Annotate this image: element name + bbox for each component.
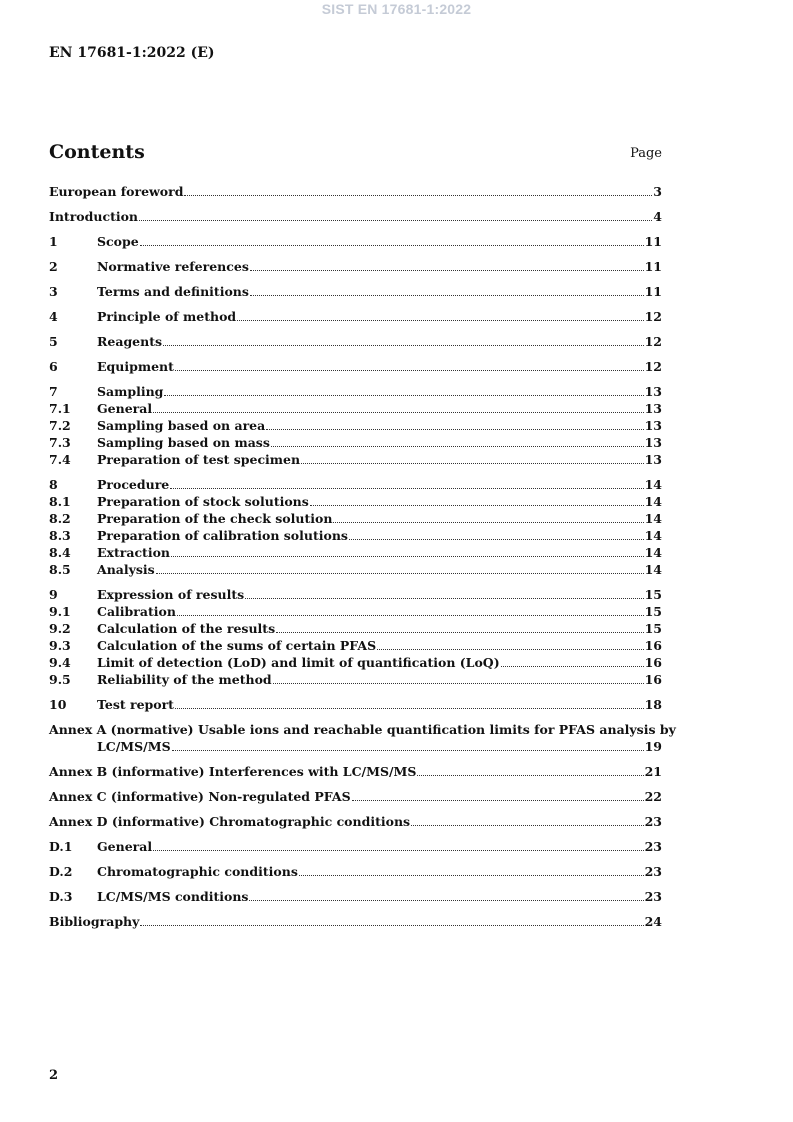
toc-entry[interactable] — [49, 620, 662, 637]
toc-entry-title: Terms and definitions — [97, 284, 249, 299]
toc-entry[interactable] — [49, 358, 662, 375]
toc-entry-page: 13 — [644, 452, 662, 467]
toc-entry-title: Test report — [97, 697, 174, 712]
toc-entry-title: Bibliography — [49, 914, 140, 929]
toc-entry-title: Extraction — [97, 545, 170, 560]
toc-entry-page: 15 — [644, 587, 662, 602]
toc-entry[interactable] — [49, 788, 662, 805]
toc-entry-page: 14 — [644, 545, 662, 560]
toc-entry-title: Preparation of test specimen — [97, 452, 301, 467]
toc-entry-number: 8 — [49, 477, 58, 492]
toc-entry-page: 13 — [644, 401, 662, 416]
toc-entry-page: 18 — [644, 697, 662, 712]
toc-entry-page: 23 — [644, 864, 662, 879]
toc-entry-title: Introduction — [49, 209, 139, 224]
toc-entry-page: 12 — [644, 309, 662, 324]
toc-entry-number: 7.3 — [49, 435, 71, 450]
toc-entry-title: Preparation of stock solutions — [97, 494, 309, 509]
toc-entry[interactable] — [49, 637, 662, 654]
toc-entry-title: General — [97, 839, 153, 854]
toc-entry-number: 9.5 — [49, 672, 71, 687]
toc-entry[interactable] — [49, 283, 662, 300]
toc-entry[interactable] — [49, 696, 662, 713]
toc-entry[interactable] — [49, 434, 662, 451]
toc-entry-title: LC/MS/MS conditions — [97, 889, 249, 904]
toc-entry[interactable] — [49, 561, 662, 578]
toc-entry-number: D.2 — [49, 864, 73, 879]
toc-entry-page: 16 — [644, 672, 662, 687]
toc-entry[interactable] — [49, 233, 662, 250]
toc-entry-annex-a-continued[interactable] — [49, 738, 662, 755]
toc-entry-title: Sampling based on mass — [97, 435, 270, 450]
toc-entry-number: D.3 — [49, 889, 73, 904]
toc-entry[interactable] — [49, 476, 662, 493]
toc-entry-page: 13 — [644, 384, 662, 399]
toc-entry-title: Normative references — [97, 259, 249, 274]
toc-entry-page: 3 — [653, 184, 662, 199]
toc-entry-title: Sampling based on area — [97, 418, 266, 433]
toc-entry[interactable] — [49, 451, 662, 468]
toc-entry-title: Calculation of the sums of certain PFAS — [97, 638, 377, 653]
toc-entry-title: Scope — [97, 234, 139, 249]
toc-entry-page: 22 — [644, 789, 662, 804]
toc-entry-number: 9.3 — [49, 638, 71, 653]
toc-entry-page: 11 — [644, 284, 662, 299]
toc-entry-number: 9.1 — [49, 604, 71, 619]
toc-entry-number: 8.5 — [49, 562, 71, 577]
toc-entry-title: Limit of detection (LoD) and limit of quantification (LoQ) — [97, 655, 500, 670]
toc-header — [49, 141, 662, 165]
toc-entry-title: Annex A (normative) Usable ions and reachable quantification limits for PFAS analysis by — [49, 722, 676, 737]
toc-entry-number: 3 — [49, 284, 58, 299]
toc-entry[interactable] — [49, 183, 662, 200]
toc-entry[interactable] — [49, 308, 662, 325]
toc-entry-page: 19 — [644, 739, 662, 754]
toc-entry[interactable] — [49, 527, 662, 544]
toc-entry-title: Analysis — [97, 562, 155, 577]
toc-entry[interactable] — [49, 493, 662, 510]
toc-entry-page: 23 — [644, 839, 662, 854]
toc-entry-title: Calculation of the results — [97, 621, 276, 636]
toc-entry-number: 8.4 — [49, 545, 71, 560]
toc-entry-page: 15 — [644, 621, 662, 636]
toc-entry-number: 9.4 — [49, 655, 71, 670]
toc-entry-title: Annex D (informative) Chromatographic conditions — [49, 814, 411, 829]
toc-entry-number: 9 — [49, 587, 58, 602]
page-number: 2 — [49, 1068, 59, 1083]
toc-entry-number: 4 — [49, 309, 58, 324]
toc-entry[interactable] — [49, 863, 662, 880]
toc-entry-page: 21 — [644, 764, 662, 779]
toc-page-label: Page — [630, 146, 662, 161]
toc-entry-title: Chromatographic conditions — [97, 864, 298, 879]
toc-entry-page: 11 — [644, 234, 662, 249]
toc-entry-number: 7 — [49, 384, 58, 399]
toc-entry[interactable] — [49, 763, 662, 780]
toc-entry-title: General — [97, 401, 153, 416]
toc-entry-number: 10 — [49, 697, 67, 712]
toc-entry-page: 14 — [644, 562, 662, 577]
toc-entry-title: European foreword — [49, 184, 184, 199]
toc-entry-title: Preparation of calibration solutions — [97, 528, 348, 543]
toc-entry-number: D.1 — [49, 839, 73, 854]
toc-entry[interactable] — [49, 208, 662, 225]
toc-entry-title: Procedure — [97, 477, 170, 492]
document-id: EN 17681-1:2022 (E) — [49, 45, 215, 61]
toc-entry-number: 8.3 — [49, 528, 71, 543]
toc-entry-number: 7.4 — [49, 452, 71, 467]
toc-entry-title: Reliability of the method — [97, 672, 272, 687]
toc-entry[interactable] — [49, 671, 662, 688]
toc-entry[interactable] — [49, 417, 662, 434]
toc-entry[interactable] — [49, 510, 662, 527]
toc-entry-title: Calibration — [97, 604, 176, 619]
toc-entry-page: 16 — [644, 638, 662, 653]
toc-entry[interactable] — [49, 383, 662, 400]
toc-entry-number: 2 — [49, 259, 58, 274]
toc-entry-title: Equipment — [97, 359, 174, 374]
toc-entry-number: 5 — [49, 334, 58, 349]
toc-entry-page: 14 — [644, 494, 662, 509]
toc-entry-number: 9.2 — [49, 621, 71, 636]
toc-entry-number: 8.1 — [49, 494, 71, 509]
toc-entry-page: 14 — [644, 477, 662, 492]
toc-entry-page: 14 — [644, 528, 662, 543]
toc-entry-page: 14 — [644, 511, 662, 526]
toc-entry[interactable] — [49, 813, 662, 830]
toc-entry-page: 4 — [653, 209, 662, 224]
toc-entry-number: 8.2 — [49, 511, 71, 526]
toc-entry-page: 16 — [644, 655, 662, 670]
toc-entry-title-continued: LC/MS/MS — [97, 739, 171, 754]
watermark: SIST EN 17681-1:2022 — [321, 1, 472, 17]
toc-entry[interactable] — [49, 400, 662, 417]
toc-entry-page: 23 — [644, 814, 662, 829]
toc-entry-page: 13 — [644, 435, 662, 450]
toc-entry-number: 7.1 — [49, 401, 71, 416]
toc-entry-title: Annex B (informative) Interferences with LC/MS/MS — [49, 764, 417, 779]
toc-entry-title: Reagents — [97, 334, 163, 349]
toc-entry-title: Preparation of the check solution — [97, 511, 333, 526]
toc-entry-page: 12 — [644, 359, 662, 374]
toc-entry-annex-a[interactable] — [49, 721, 676, 738]
toc-entry-page: 23 — [644, 889, 662, 904]
toc-entry-number: 7.2 — [49, 418, 71, 433]
toc-entry-page: 13 — [644, 418, 662, 433]
toc-entry[interactable] — [49, 913, 662, 930]
toc-entry[interactable] — [49, 586, 662, 603]
toc-entry[interactable] — [49, 544, 662, 561]
toc-entry[interactable] — [49, 603, 662, 620]
toc-entry-number: 1 — [49, 234, 58, 249]
toc-entry[interactable] — [49, 333, 662, 350]
toc-entry[interactable] — [49, 838, 662, 855]
table-of-contents — [49, 183, 676, 930]
toc-entry[interactable] — [49, 888, 662, 905]
toc-entry-title: Expression of results — [97, 587, 245, 602]
toc-entry-title: Annex C (informative) Non-regulated PFAS — [49, 789, 351, 804]
toc-entry[interactable] — [49, 258, 662, 275]
toc-entry[interactable] — [49, 654, 662, 671]
toc-title: Contents — [49, 141, 145, 163]
toc-entry-page: 15 — [644, 604, 662, 619]
toc-entry-page: 12 — [644, 334, 662, 349]
toc-entry-title: Sampling — [97, 384, 164, 399]
toc-entry-number: 6 — [49, 359, 58, 374]
toc-entry-page: 11 — [644, 259, 662, 274]
toc-entry-title: Principle of method — [97, 309, 237, 324]
toc-entry-page: 24 — [644, 914, 662, 929]
